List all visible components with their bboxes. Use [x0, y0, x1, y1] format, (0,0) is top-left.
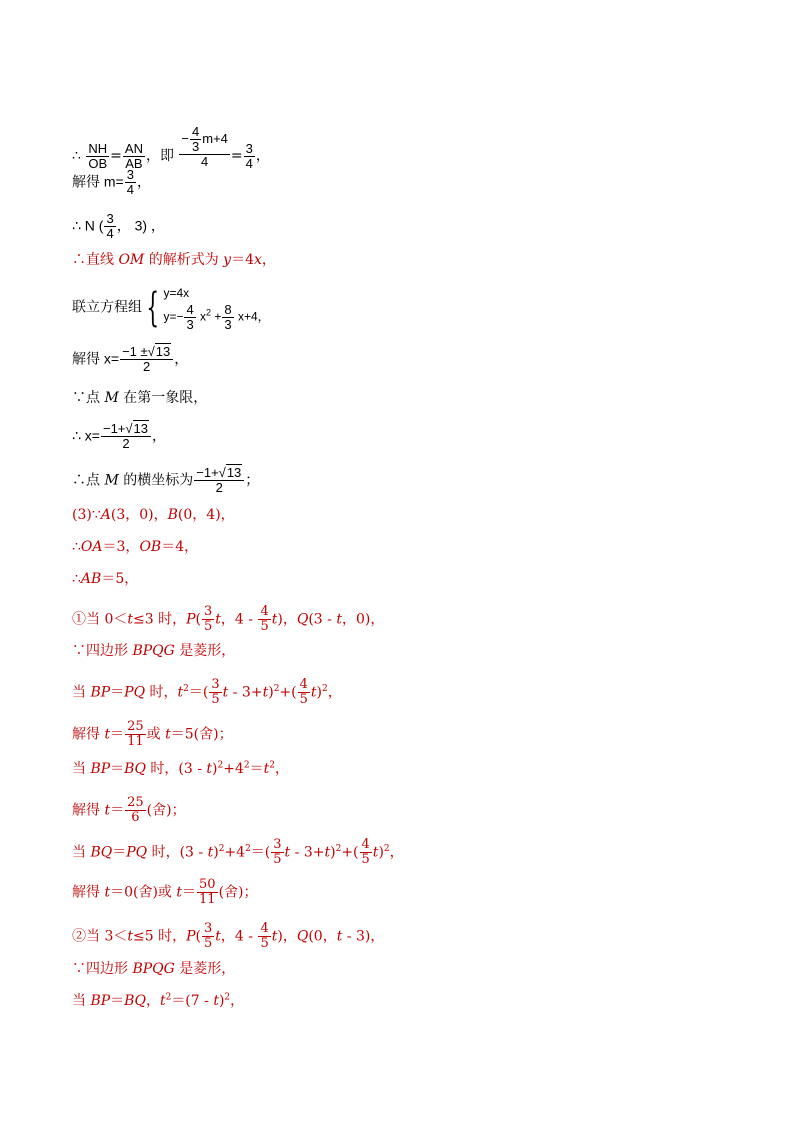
var: BP: [90, 761, 111, 777]
text: −1+: [102, 421, 126, 436]
step-solve-x: [72, 345, 188, 374]
text: ＝: [182, 884, 197, 901]
var: t: [271, 928, 278, 945]
var: A: [100, 507, 111, 523]
numerator: 4: [192, 124, 200, 139]
text: (3，0)，: [110, 507, 168, 523]
text: ): [212, 761, 218, 777]
text: ≤3 时，: [133, 611, 187, 628]
exponent: 2: [269, 760, 275, 771]
text: ＝(7 -: [171, 993, 214, 1009]
var: t: [284, 844, 291, 861]
exponent: 2: [206, 307, 212, 318]
var: PQ: [126, 844, 148, 861]
text: )，: [277, 928, 297, 945]
text: (3 -: [308, 611, 337, 628]
denominator: 3: [186, 317, 194, 332]
numerator: 3: [211, 677, 220, 692]
text: ，: [230, 993, 245, 1009]
text: - 3)，: [342, 928, 385, 945]
var: OA: [80, 539, 103, 555]
text: ∴ N (: [72, 217, 104, 234]
numerator: −1+√13: [101, 422, 151, 437]
text: ): [316, 684, 323, 701]
var: t: [159, 993, 166, 1009]
var: OM: [118, 252, 145, 268]
var: PQ: [124, 684, 146, 701]
text: ＝: [110, 726, 125, 743]
fraction: [258, 605, 270, 634]
step-ratio: [72, 125, 270, 171]
denominator: 3: [224, 317, 232, 332]
var: t: [177, 684, 184, 701]
var: t: [222, 684, 229, 701]
text: ，即: [145, 148, 174, 164]
denominator: 5: [260, 619, 269, 634]
case1-bp-bq: [72, 761, 289, 777]
denominator: 2: [122, 436, 130, 451]
text: ∵四边形: [72, 961, 133, 977]
case1-bq-pq: [72, 838, 404, 867]
text: 时，(3 -: [147, 844, 208, 861]
equals: =: [230, 148, 243, 164]
text: −1 ±: [122, 344, 148, 359]
denominator: 3: [192, 139, 200, 154]
var: t: [336, 611, 342, 628]
text: ，: [389, 844, 404, 861]
var: t: [336, 928, 343, 945]
var: t: [127, 928, 133, 945]
text: (: [195, 928, 201, 945]
numerator: 3: [126, 167, 134, 182]
step-x-value: [72, 422, 166, 451]
text: 时，(3 -: [145, 761, 207, 777]
fraction: [202, 605, 214, 634]
semicolon: ；: [245, 472, 260, 489]
comma: ，: [152, 428, 167, 445]
text: ): [213, 844, 219, 861]
fraction-root: [194, 466, 244, 495]
var: t: [263, 761, 270, 777]
text: 解得: [72, 884, 105, 901]
denominator: 5: [203, 619, 213, 634]
text: 是菱形，: [174, 643, 236, 659]
radicand: 13: [226, 465, 242, 480]
numerator: 4: [260, 604, 269, 619]
exponent: 2: [165, 992, 172, 1003]
left-brace-icon: {: [146, 284, 160, 331]
text: 的解析式为: [144, 252, 224, 268]
numerator: 4: [186, 302, 194, 317]
case2-rhombus: [72, 961, 235, 977]
var: Q: [296, 611, 309, 628]
case1-rhombus: [72, 643, 235, 659]
text: ＝: [110, 993, 125, 1009]
step-system: [72, 283, 270, 332]
text: +4: [223, 761, 244, 777]
exponent: 2: [217, 760, 224, 771]
step-line-om: [72, 252, 276, 268]
fraction: [125, 720, 146, 749]
text: ①当 0＜: [72, 611, 128, 628]
step-abscissa: [72, 466, 259, 495]
var: t: [206, 761, 213, 777]
text: ＝4: [231, 252, 255, 268]
case1-solve2: [72, 796, 186, 825]
fraction: [258, 922, 270, 951]
numerator: 4: [299, 677, 308, 692]
denominator: 11: [127, 734, 144, 749]
text: x: [196, 309, 207, 324]
denominator: 4: [201, 154, 209, 169]
text: m+4: [202, 130, 228, 146]
text: 的横坐标为: [118, 472, 194, 489]
text: 或: [146, 726, 166, 743]
minus: −: [181, 130, 190, 146]
text: ): [268, 684, 274, 701]
text: (舍)；: [146, 802, 186, 819]
var: t: [104, 884, 111, 901]
text: ): [330, 844, 336, 861]
numerator: AN: [124, 140, 143, 156]
text: (舍)；: [218, 884, 258, 901]
var: BPQG: [132, 961, 175, 977]
text: 是菱形，: [174, 961, 236, 977]
text: ，: [274, 761, 289, 777]
text: ＝: [110, 684, 125, 701]
numerator: NH: [86, 142, 109, 157]
text: ∴: [72, 571, 81, 587]
fraction-root: [120, 345, 173, 374]
var: BQ: [124, 761, 146, 777]
var: t: [215, 928, 221, 945]
text: 当: [72, 761, 91, 777]
step-solve-m: [72, 168, 151, 197]
fraction: [202, 922, 214, 951]
text: +(: [341, 844, 359, 861]
var: t: [213, 993, 219, 1009]
therefore-symbol: ∴: [72, 148, 81, 164]
text: 解得 m=: [72, 173, 124, 190]
text: ): [218, 993, 225, 1009]
text: ＝3，: [102, 539, 140, 555]
text: ＝0(舍)或: [110, 884, 177, 901]
fraction-3-4: [244, 142, 255, 171]
case1-solve3: [72, 878, 258, 907]
fraction-nh-ob: [86, 142, 109, 171]
text: ＝: [112, 844, 127, 861]
text: 当: [72, 993, 91, 1009]
var: t: [207, 844, 214, 861]
text: ，0)，: [341, 611, 385, 628]
numerator: 50: [199, 877, 216, 892]
text: (: [195, 611, 201, 628]
numerator: 8: [224, 302, 232, 317]
text: x+4: [234, 309, 258, 324]
denominator: 6: [131, 810, 140, 825]
exponent: 2: [218, 843, 225, 854]
case1-solve1: [72, 720, 233, 749]
numerator: 3: [203, 921, 213, 936]
denominator: 11: [199, 892, 216, 907]
var: OB: [139, 539, 162, 555]
exponent: 2: [183, 683, 189, 694]
text: ＝4，: [161, 539, 199, 555]
equals: =: [110, 148, 122, 164]
denominator: 5: [273, 852, 282, 867]
text: ， 3) ，: [116, 217, 165, 234]
text: )，: [277, 611, 297, 628]
text: ∴: [72, 539, 81, 555]
step-oa-ob: [72, 539, 198, 555]
comma: ，: [174, 351, 189, 368]
numerator: [179, 125, 229, 155]
fraction-3-4: [104, 212, 115, 241]
text: ＝(: [188, 684, 209, 701]
text: (0，4)，: [177, 507, 235, 523]
fraction-m-expression: [179, 125, 229, 169]
denominator: 4: [245, 155, 253, 171]
var: BQ: [90, 844, 113, 861]
denominator: 4: [126, 182, 134, 197]
case2-bp-bq: [72, 993, 244, 1009]
text: +4: [224, 844, 246, 861]
fraction: [360, 838, 372, 867]
var: M: [104, 390, 119, 406]
exponent: 2: [273, 683, 280, 694]
var: t: [176, 884, 183, 901]
fraction: [271, 838, 283, 867]
text: - 3+: [290, 844, 325, 861]
case1-header: [72, 605, 384, 634]
comma: ，: [136, 174, 151, 191]
var: t: [310, 684, 317, 701]
denominator: 5: [361, 852, 370, 867]
var: BQ: [124, 993, 146, 1009]
step-quadrant: [72, 390, 207, 406]
numerator: 3: [273, 837, 282, 852]
var: x: [254, 252, 262, 268]
step-part3-points: [72, 507, 235, 523]
radicand: 13: [133, 421, 149, 436]
fraction: [222, 303, 233, 332]
text: ＝5(舍)；: [170, 726, 233, 743]
var: BP: [90, 684, 111, 701]
numerator: 4: [361, 837, 370, 852]
text: 当: [72, 684, 91, 701]
denominator: 2: [215, 480, 223, 495]
exponent: 2: [322, 683, 328, 694]
step-ab: [72, 571, 138, 587]
var: t: [324, 844, 331, 861]
numerator: 4: [260, 921, 269, 936]
exponent: 2: [383, 843, 390, 854]
numerator: 25: [127, 795, 144, 810]
var: t: [372, 844, 379, 861]
text: ≤5 时，: [133, 928, 187, 945]
text: ，: [261, 252, 276, 268]
fraction-3-4: [125, 168, 136, 197]
text: ∴直线: [72, 252, 119, 268]
var: Q: [296, 928, 309, 945]
fraction-root: [101, 422, 151, 451]
numerator: 25: [127, 719, 144, 734]
text: 解得: [72, 802, 105, 819]
var: t: [262, 684, 269, 701]
comma: ，: [255, 148, 270, 164]
var: t: [165, 726, 171, 743]
text: y=−: [163, 309, 184, 324]
text: ∵点: [72, 390, 105, 406]
denominator: OB: [88, 155, 108, 171]
exponent: 2: [245, 843, 251, 854]
var: t: [271, 611, 278, 628]
text: +(: [279, 684, 297, 701]
denominator: 5: [299, 692, 308, 707]
text: 联立方程组: [72, 299, 142, 316]
exponent: 2: [243, 760, 250, 771]
text: ②当 3＜: [72, 928, 128, 945]
case1-bp-pq: [72, 678, 342, 707]
exponent: 2: [224, 992, 231, 1003]
var: t: [127, 611, 133, 628]
numerator: 3: [106, 211, 114, 226]
text: ，4 -: [220, 928, 258, 945]
fraction: [125, 796, 146, 825]
var: M: [104, 472, 119, 489]
var: AB: [80, 571, 102, 587]
var: t: [104, 726, 111, 743]
fraction: [298, 678, 310, 707]
fraction-4-3: [190, 125, 201, 154]
text: 当: [72, 844, 91, 861]
comma: ，: [257, 309, 270, 324]
var: t: [104, 802, 111, 819]
var: P: [186, 928, 196, 945]
text: ∵四边形: [72, 643, 133, 659]
text: 解得 x=: [72, 350, 120, 367]
text: ): [378, 844, 384, 861]
text: (0，: [308, 928, 337, 945]
equation-2: [163, 303, 269, 332]
exponent: 2: [335, 843, 342, 854]
text: (3)∵: [72, 507, 101, 523]
text: ，4 -: [220, 611, 258, 628]
step-point-n: [72, 212, 165, 241]
text: ＝: [249, 761, 264, 777]
text: −1+: [196, 465, 219, 480]
text: ，: [145, 993, 160, 1009]
fraction: [209, 678, 221, 707]
fraction: [184, 303, 195, 332]
text: 解得: [72, 726, 105, 743]
denominator: 4: [106, 226, 114, 241]
var: t: [215, 611, 221, 628]
var: P: [186, 611, 196, 628]
text: ∴点: [72, 472, 105, 489]
denominator: 5: [260, 936, 269, 951]
equation-system: [163, 283, 269, 332]
text: ＝(: [250, 844, 271, 861]
var: BPQG: [132, 643, 175, 659]
text: +: [211, 309, 222, 324]
denominator: 5: [211, 692, 220, 707]
text: 时，: [145, 684, 178, 701]
text: ＝: [110, 802, 125, 819]
var: B: [167, 507, 178, 523]
text: - 3+: [228, 684, 263, 701]
numerator: 3: [245, 140, 253, 156]
text: ∴ x=: [72, 427, 100, 444]
numerator: −1+√13: [194, 466, 244, 481]
radicand: 13: [155, 344, 171, 359]
denominator: AB: [125, 155, 143, 171]
var: y: [223, 252, 232, 268]
text: ，: [327, 684, 342, 701]
numerator: 3: [203, 604, 213, 619]
denominator: 5: [203, 936, 213, 951]
case2-header: [72, 922, 384, 951]
denominator: 2: [143, 359, 151, 374]
equation-1: y=4x: [163, 286, 190, 300]
fraction: [197, 878, 218, 907]
numerator: −1 ±√13: [120, 345, 173, 360]
text: 在第一象限，: [118, 390, 208, 406]
var: BP: [90, 993, 111, 1009]
text: ＝: [110, 761, 125, 777]
text: ＝5，: [101, 571, 139, 587]
